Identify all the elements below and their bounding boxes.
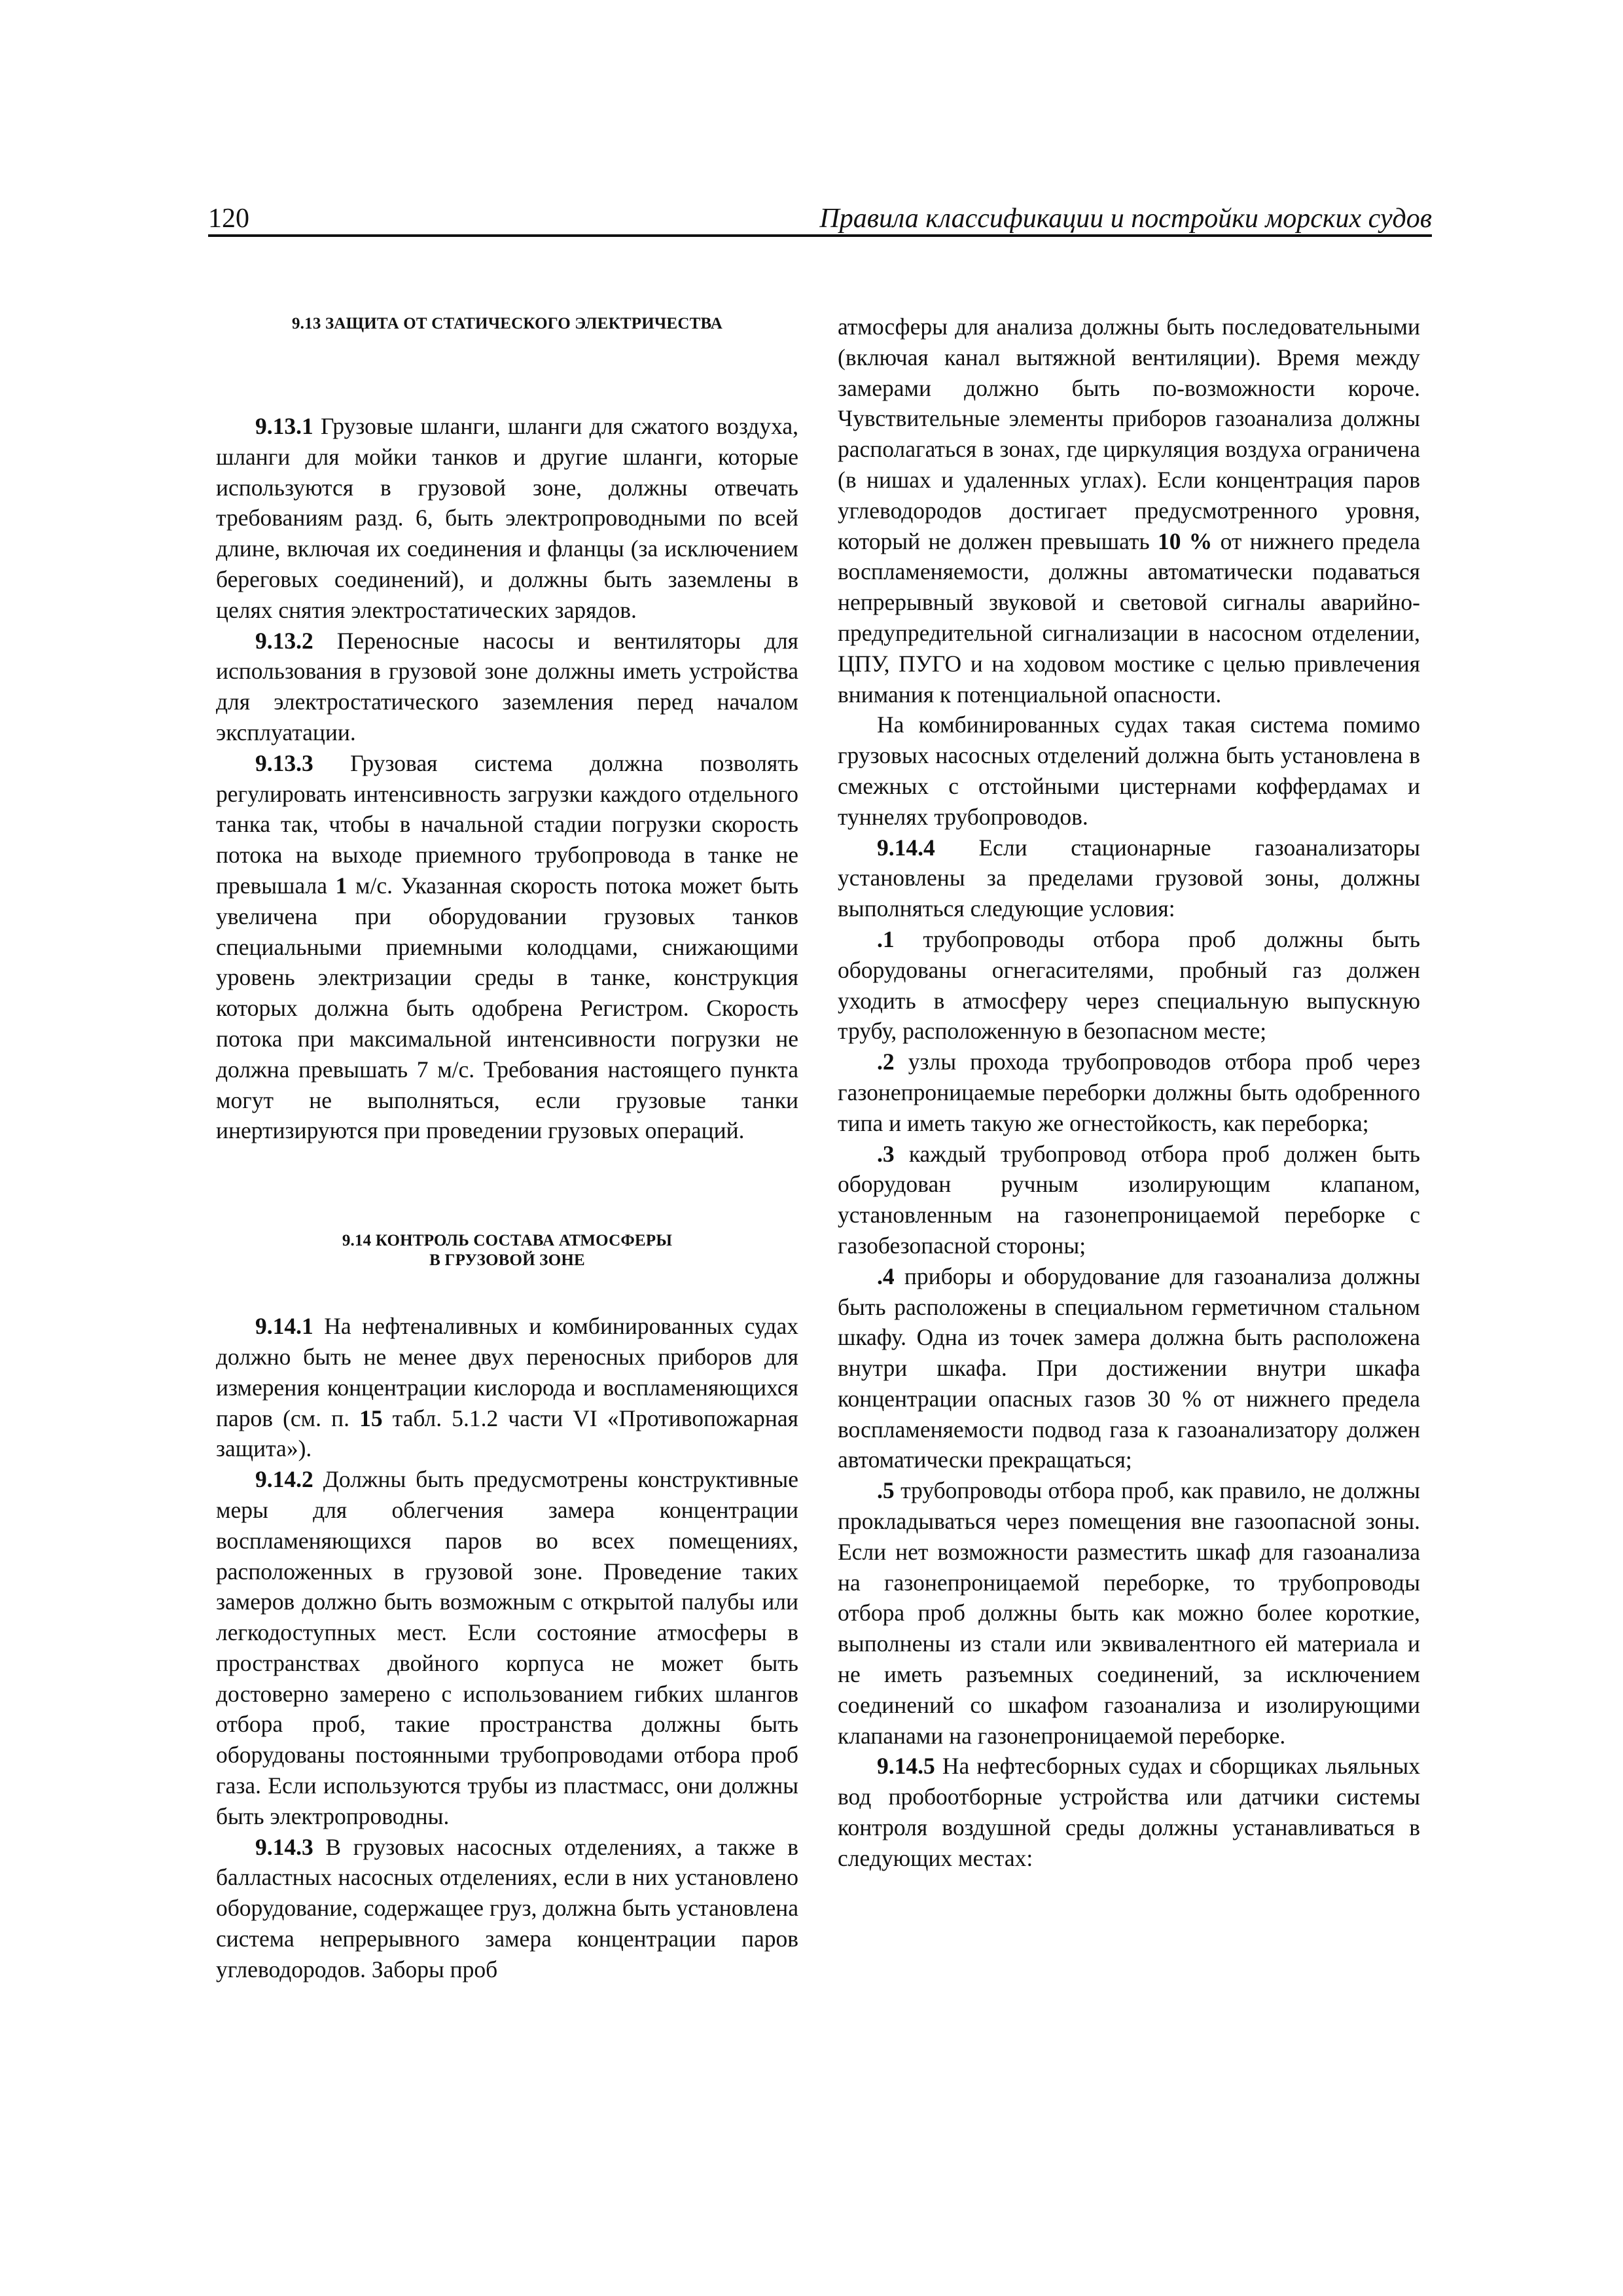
table-item-ref: 15 [359,1405,383,1431]
clause-text: м/с. Указанная скорость потока может быть увеличена при оборудовании грузовых танков специальными приемными колодцами, снижающими уровень электризации среды в танке, конструкция которых должна быть одобрена Регистром. Скорость потока при максимальной интенсивности погрузки не должна превышать 7 м/с. Требования настоящего пункта могут не выполняться, если грузовые танки инертизируются при проведении грузовых операций. [216,872,799,1144]
clause-text: Должны быть предусмотрены конструктивные меры для облегчения замера концентрации воспламеняющихся паров во всех помещениях, расположенных в грузовой зоне. Проведение таких замеров должно быть возможным с открытой палубы или легкодоступных мест. Если состояние атмосферы в пространствах двойного корпуса не может быть достоверно замерено с использованием гибких шлангов отбора проб, такие пространства должны быть оборудованы постоянными трубопроводами отбора проб газа. Если используются трубы из пластмасс, они должны быть электропроводны. [216,1466,798,1829]
list-item-text: трубопроводы отбора проб должны быть оборудованы огнегасителями, пробный газ должен уходить в атмосферу через специальную выпускную трубу, расположенную в безопасном месте; [838,925,1420,1045]
paragraph-9-14-4 [838,833,1420,924]
section-heading-9-13: 9.13 ЗАЩИТА ОТ СТАТИЧЕСКОГО ЭЛЕКТРИЧЕСТВА [291,315,723,332]
clause-text: атмосферы для анализа должны быть последовательными (включая канал вытяжной вентиляции). Время между замерами должно быть по-возможности короче. Чувствительные элементы приборов газоанализа должны располагаться в зонах, где циркуляция воздуха ограничена (в нишах и удаленных углах). Если концентрация паров углеводородов достигает предусмотренного уровня, который не должен превышать [838,314,1420,554]
paragraph-9-14-3-continued [838,312,1420,709]
paragraph-9-13-1 [216,411,798,626]
clause-text: В грузовых насосных отделениях, а также в балластных насосных отделениях, если в них установлено оборудование, содержащее груз, должна быть установлена система непрерывного замера концентрации паров углеводородов. Заборы проб [216,1833,798,1982]
page-header [208,196,1432,234]
clause-text: На комбинированных судах такая система помимо грузовых насосных отделений должна быть установлена в смежных с отстойными цистернами коффердамах и туннелях трубопроводов. [838,711,1420,830]
paragraph-9-14-3 [216,1832,798,1985]
page-number: 120 [208,204,249,234]
section-heading-9-14 [216,1231,798,1270]
header-rule [208,234,1432,237]
paragraph-9-14-1 [216,1311,798,1464]
clause-text: На нефтеналивных и комбинированных судах должно быть не менее двух переносных приборов для измерения концентрации кислорода и воспламеняющихся паров (см. п. [216,1313,798,1431]
list-item-text: трубопроводы отбора проб, как правило, не должны прокладываться через помещения вне газоопасной зоны. Если нет возможности разместить шкаф для газоанализа на газонепроницаемой переборке, то трубопроводы отбора проб должны быть как можно более короткие, выполнены из стали или эквивалентного ей материала и не иметь разъемных соединений, за исключением соединений со шкафом газоанализа и изолирующими клапанами на газонепроницаемой переборке. [838,1477,1420,1749]
section-heading-line: В ГРУЗОВОЙ ЗОНЕ [429,1251,585,1270]
clause-text: Грузовая система должна позволять регулировать интенсивность загрузки каждого отдельного танка так, чтобы в начальной стадии погрузки скорость потока на выходе приемного трубопровода в танке не превышала [216,749,798,899]
list-item-number: .1 [877,925,895,952]
percent-value: 10 % [1157,528,1213,554]
list-item-9-14-4-1 [838,924,1420,1047]
clause-number: 9.13.2 [255,627,313,654]
clause-text: Грузовые шланги, шланги для сжатого воздуха, шланги для мойки танков и другие шланги, которые используются в грузовой зоне, должны отвечать требованиям разд. 6, быть электропроводными по всей длине, включая их соединения и фланцы (за исключением береговых соединений), и должны быть заземлены в целях снятия электростатических зарядов. [216,413,798,623]
right-column [838,312,1420,1874]
clause-number: 9.13.1 [255,413,313,439]
clause-number: 9.14.4 [877,834,935,861]
speed-value: 1 [335,872,348,899]
list-item-number: .5 [877,1477,895,1504]
clause-number: 9.14.2 [255,1466,313,1493]
list-item-9-14-4-2 [838,1047,1420,1138]
list-item-text: приборы и оборудование для газоанализа должны быть расположены в специальном герметичном стальном шкафу. Одна из точек замера должна быть расположена внутри шкафа. При достижении внутри шкафа концентрации опасных газов 30 % от нижнего предела воспламеняемости подвод газа к газоанализатору должен автоматически прекращаться; [838,1263,1420,1473]
clause-text: На нефтесборных судах и сборщиках льяльных вод пробоотборные устройства или датчики системы контроля воздушной среды должны устанавливаться в следующих местах: [838,1753,1420,1871]
left-column [216,312,798,1985]
clause-text: Переносные насосы и вентиляторы для использования в грузовой зоне должны иметь устройства для электростатического заземления перед началом эксплуатации. [216,627,798,745]
paragraph-9-14-2 [216,1464,798,1832]
list-item-number: .2 [877,1049,895,1075]
list-item-number: .4 [877,1263,895,1289]
clause-text: Если стационарные газоанализаторы установлены за пределами грузовой зоны, должны выполняться следующие условия: [838,834,1420,922]
list-item-9-14-4-4 [838,1261,1420,1476]
clause-text: табл. 5.1.2 части VI «Противопожарная защита»). [216,1405,798,1462]
list-item-9-14-4-3 [838,1139,1420,1261]
clause-number: 9.14.5 [877,1753,935,1780]
clause-number: 9.13.3 [255,749,313,776]
list-item-number: .3 [877,1140,895,1167]
running-title: Правила классификации и постройки морских судов [819,204,1432,234]
paragraph-9-13-3 [216,748,798,1146]
paragraph-9-13-2 [216,626,798,748]
list-item-text: каждый трубопровод отбора проб должен быть оборудован ручным изолирующим клапаном, установленным на газонепроницаемой переборке с газобезопасной стороны; [838,1140,1420,1259]
list-item-9-14-4-5 [838,1475,1420,1751]
clause-number: 9.14.1 [255,1313,313,1340]
section-heading-line: 9.14 КОНТРОЛЬ СОСТАВА АТМОСФЕРЫ [342,1232,673,1250]
paragraph-9-14-3-combined-ships [838,709,1420,832]
list-item-text: узлы прохода трубопроводов отбора проб через газонепроницаемые переборки должны быть одобренного типа и иметь такую же огнестойкость, как переборка; [838,1049,1420,1136]
clause-number: 9.14.3 [255,1833,313,1860]
paragraph-9-14-5 [838,1751,1420,1873]
clause-text: от нижнего предела воспламеняемости, должны автоматически подаваться непрерывный звуковой и световой сигналы аварийно-предупредительной сигнализации в насосном отделении, ЦПУ, ПУГО и на ходовом мостике с целью привлечения внимания к потенциальной опасности. [838,528,1421,708]
